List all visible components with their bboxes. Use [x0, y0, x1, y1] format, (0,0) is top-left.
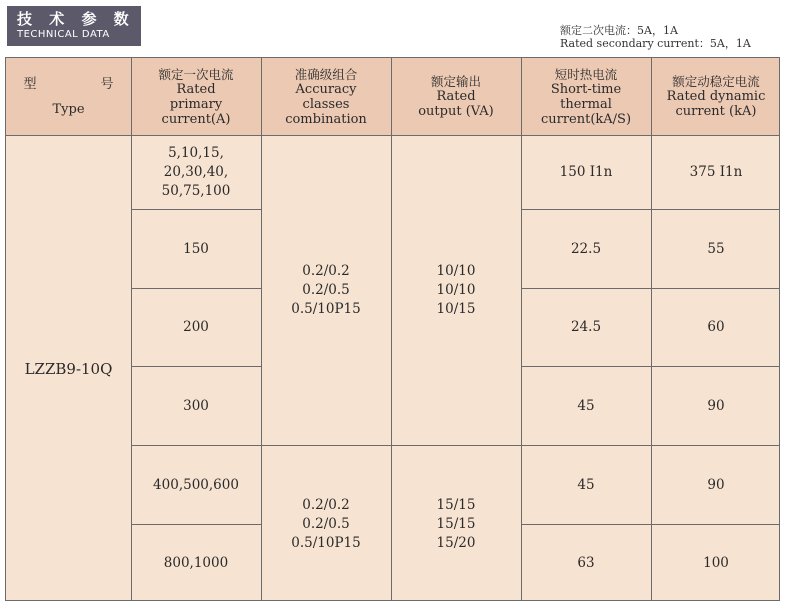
header-rated-output — [391, 58, 521, 135]
thermal-current-cell — [521, 289, 651, 366]
header-thermal-en: current(kA/S) — [540, 111, 632, 127]
header-thermal-cn: 短时热电流 — [554, 66, 618, 82]
thermal-current-cell — [521, 446, 651, 524]
type-value: LZZB9-10Q — [24, 359, 113, 378]
primary-current-value: 150 — [183, 240, 209, 257]
header-primary-current — [131, 58, 261, 135]
section-title-en: TECHNICAL DATA — [17, 29, 110, 40]
output-value: 15/15 — [436, 496, 476, 513]
primary-current-value: 20,30,40, — [163, 164, 229, 180]
output-value: 15/15 — [436, 515, 476, 532]
dynamic-current-cell — [651, 446, 781, 524]
primary-current-cell — [131, 446, 261, 524]
secondary-current-note — [560, 24, 751, 50]
header-thermal-current — [521, 58, 651, 135]
primary-current-cell — [131, 367, 261, 445]
header-accuracy-en: classes — [302, 96, 350, 112]
thermal-current-value: 63 — [577, 555, 595, 571]
header-dynamic-cn: 额定动稳定电流 — [672, 74, 760, 89]
header-output-en: output (VA) — [418, 104, 494, 119]
primary-current-value: 5,10,15, — [168, 145, 224, 161]
header-primary-en: Rated — [176, 81, 216, 97]
header-accuracy-en: Accuracy — [295, 81, 357, 97]
header-output-en: Rated — [436, 89, 476, 104]
type-cell — [6, 136, 131, 602]
primary-current-value: 50,75,100 — [161, 183, 231, 199]
output-value: 10/15 — [436, 301, 476, 317]
dynamic-current-cell — [651, 210, 781, 288]
dynamic-current-cell — [651, 289, 781, 366]
header-type-en: Type — [52, 101, 85, 117]
output-value: 10/10 — [436, 282, 476, 298]
header-primary-en: current(A) — [161, 111, 231, 127]
header-accuracy-en: combination — [285, 111, 367, 127]
accuracy-value: 0.2/0.5 — [302, 515, 350, 532]
dynamic-current-value: 375 I1n — [689, 164, 743, 180]
dynamic-current-value: 55 — [707, 240, 725, 257]
header-type — [6, 58, 131, 135]
section-title-cn: 技 术 参 数 — [17, 10, 135, 28]
thermal-current-cell — [521, 136, 651, 209]
output-value: 10/10 — [436, 263, 476, 279]
accuracy-value: 0.2/0.2 — [302, 496, 350, 513]
primary-current-cell — [131, 210, 261, 288]
thermal-current-value: 24.5 — [570, 319, 602, 335]
primary-current-cell — [131, 136, 261, 209]
accuracy-group-cell — [261, 446, 391, 602]
dynamic-current-value: 60 — [707, 319, 725, 335]
dynamic-current-cell — [651, 136, 781, 209]
output-group-cell — [391, 136, 521, 445]
header-dynamic-en: Rated dynamic — [666, 89, 766, 104]
thermal-current-value: 22.5 — [570, 240, 602, 257]
thermal-current-value: 150 I1n — [559, 164, 613, 180]
dynamic-current-cell — [651, 525, 781, 602]
header-primary-en: primary — [169, 96, 223, 112]
thermal-current-cell — [521, 210, 651, 288]
primary-current-value: 800,1000 — [163, 555, 229, 571]
accuracy-value: 0.5/10P15 — [291, 301, 361, 317]
primary-current-value: 400,500,600 — [153, 476, 239, 493]
technical-data-table — [5, 57, 780, 601]
header-type-cn-right: 号 — [100, 76, 114, 92]
header-accuracy-cn: 准确级组合 — [294, 66, 358, 82]
header-output-cn: 额定输出 — [430, 74, 481, 89]
header-type-cn-left: 型 — [23, 76, 37, 92]
header-type-cn — [24, 77, 114, 92]
header-accuracy — [261, 58, 391, 135]
thermal-current-value: 45 — [577, 476, 595, 493]
accuracy-value: 0.2/0.2 — [302, 263, 350, 279]
thermal-current-cell — [521, 525, 651, 602]
header-dynamic-en: current (kA) — [675, 104, 757, 119]
output-group-cell — [391, 446, 521, 602]
note-en: Rated secondary current：5A，1A — [560, 37, 751, 50]
header-thermal-en: Short-time — [550, 81, 622, 97]
output-value: 15/20 — [436, 534, 476, 551]
note-cn: 额定二次电流：5A，1A — [560, 24, 678, 37]
header-thermal-en: thermal — [560, 96, 612, 112]
primary-current-cell — [131, 525, 261, 602]
header-primary-cn: 额定一次电流 — [158, 66, 234, 82]
accuracy-value: 0.5/10P15 — [291, 534, 361, 551]
section-title-box — [7, 6, 141, 46]
primary-current-cell — [131, 289, 261, 366]
primary-current-value: 200 — [183, 319, 209, 335]
thermal-current-cell — [521, 367, 651, 445]
header-dynamic-current — [651, 58, 781, 135]
accuracy-value: 0.2/0.5 — [302, 282, 350, 298]
primary-current-value: 300 — [183, 397, 209, 414]
thermal-current-value: 45 — [577, 397, 595, 414]
dynamic-current-value: 90 — [707, 476, 725, 493]
accuracy-group-cell — [261, 136, 391, 445]
dynamic-current-value: 100 — [703, 555, 729, 571]
dynamic-current-cell — [651, 367, 781, 445]
dynamic-current-value: 90 — [707, 397, 725, 414]
